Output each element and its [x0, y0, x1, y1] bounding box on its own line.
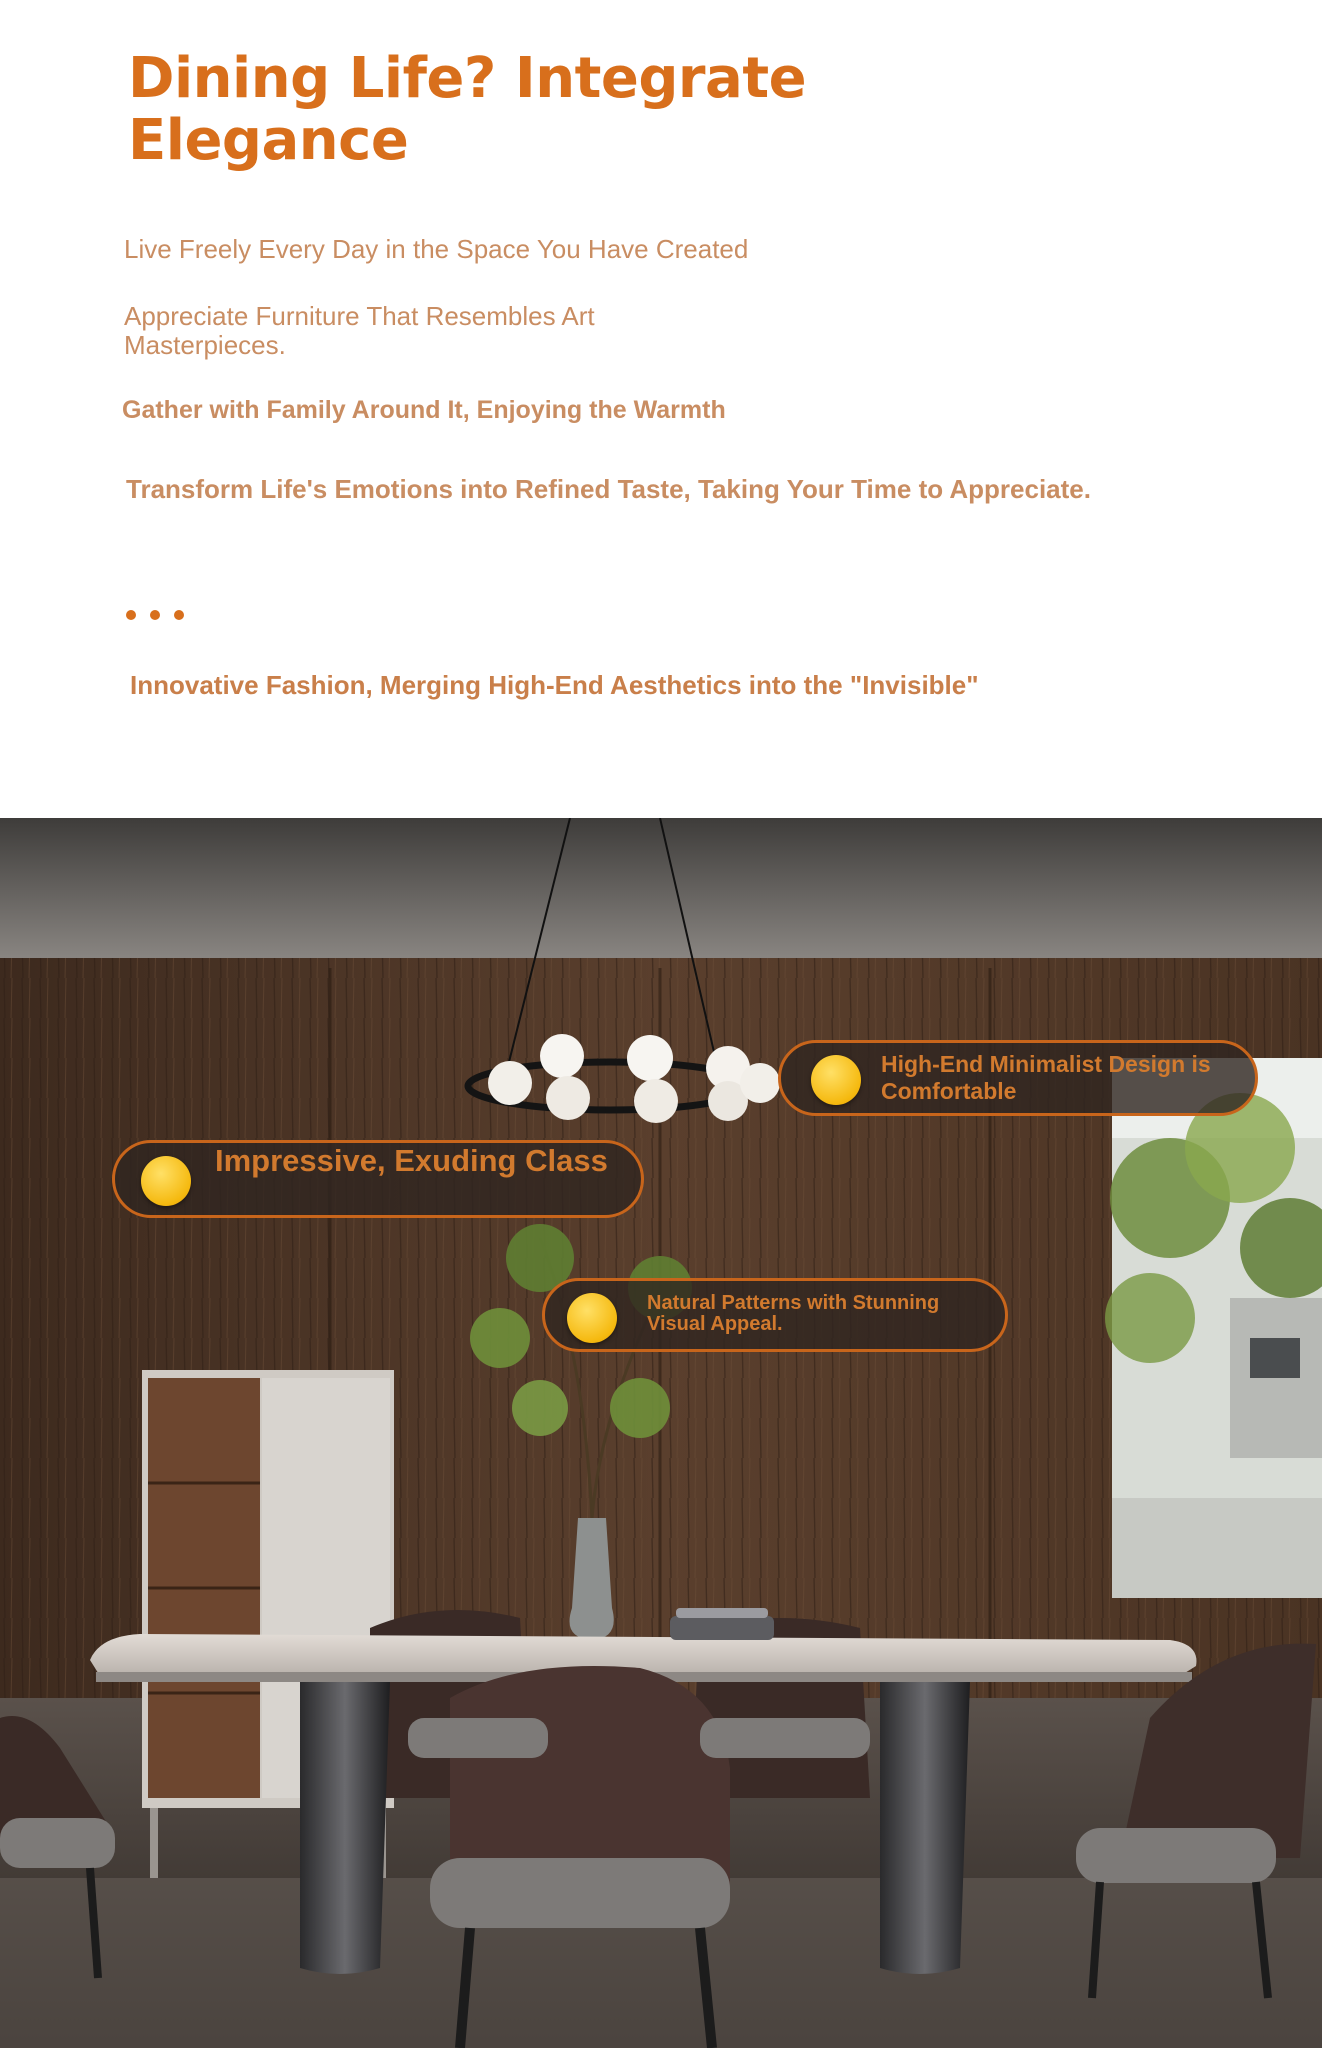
- headline: Dining Life? Integrate Elegance: [128, 46, 807, 173]
- callout-text: Natural Patterns with Stunning Visual Appeal.: [647, 1292, 940, 1335]
- dining-room-photo: [0, 818, 1322, 2048]
- dot: [126, 610, 136, 620]
- callout-natural-patterns: [542, 1278, 1008, 1352]
- sunglasses-face-emoji-icon: [141, 1156, 191, 1206]
- callout-text: High-End Minimalist Design is Comfortable: [881, 1051, 1211, 1104]
- dining-room-illustration: [0, 818, 1322, 2048]
- callout-impressive-class: [112, 1140, 644, 1218]
- callout-minimalist-design: [778, 1040, 1258, 1116]
- smiling-face-with-hearts-emoji-icon: [567, 1293, 617, 1343]
- ellipsis-dots: [126, 610, 184, 620]
- tagline-line-4: Transform Life's Emotions into Refined Taste, Taking Your Time to Appreciate.: [126, 474, 1091, 504]
- tagline-line-1: Live Freely Every Day in the Space You Have Created: [124, 234, 749, 264]
- tagline-line-3: Gather with Family Around It, Enjoying the Warmth: [122, 396, 726, 424]
- yum-face-emoji-icon: [811, 1055, 861, 1105]
- tagline-line-5: Innovative Fashion, Merging High-End Aesthetics into the "Invisible": [130, 670, 979, 700]
- dot: [150, 610, 160, 620]
- tagline-line-2: Appreciate Furniture That Resembles Art Masterpieces.: [124, 301, 595, 360]
- callout-text: Impressive, Exuding Class: [215, 1143, 608, 1178]
- dot: [174, 610, 184, 620]
